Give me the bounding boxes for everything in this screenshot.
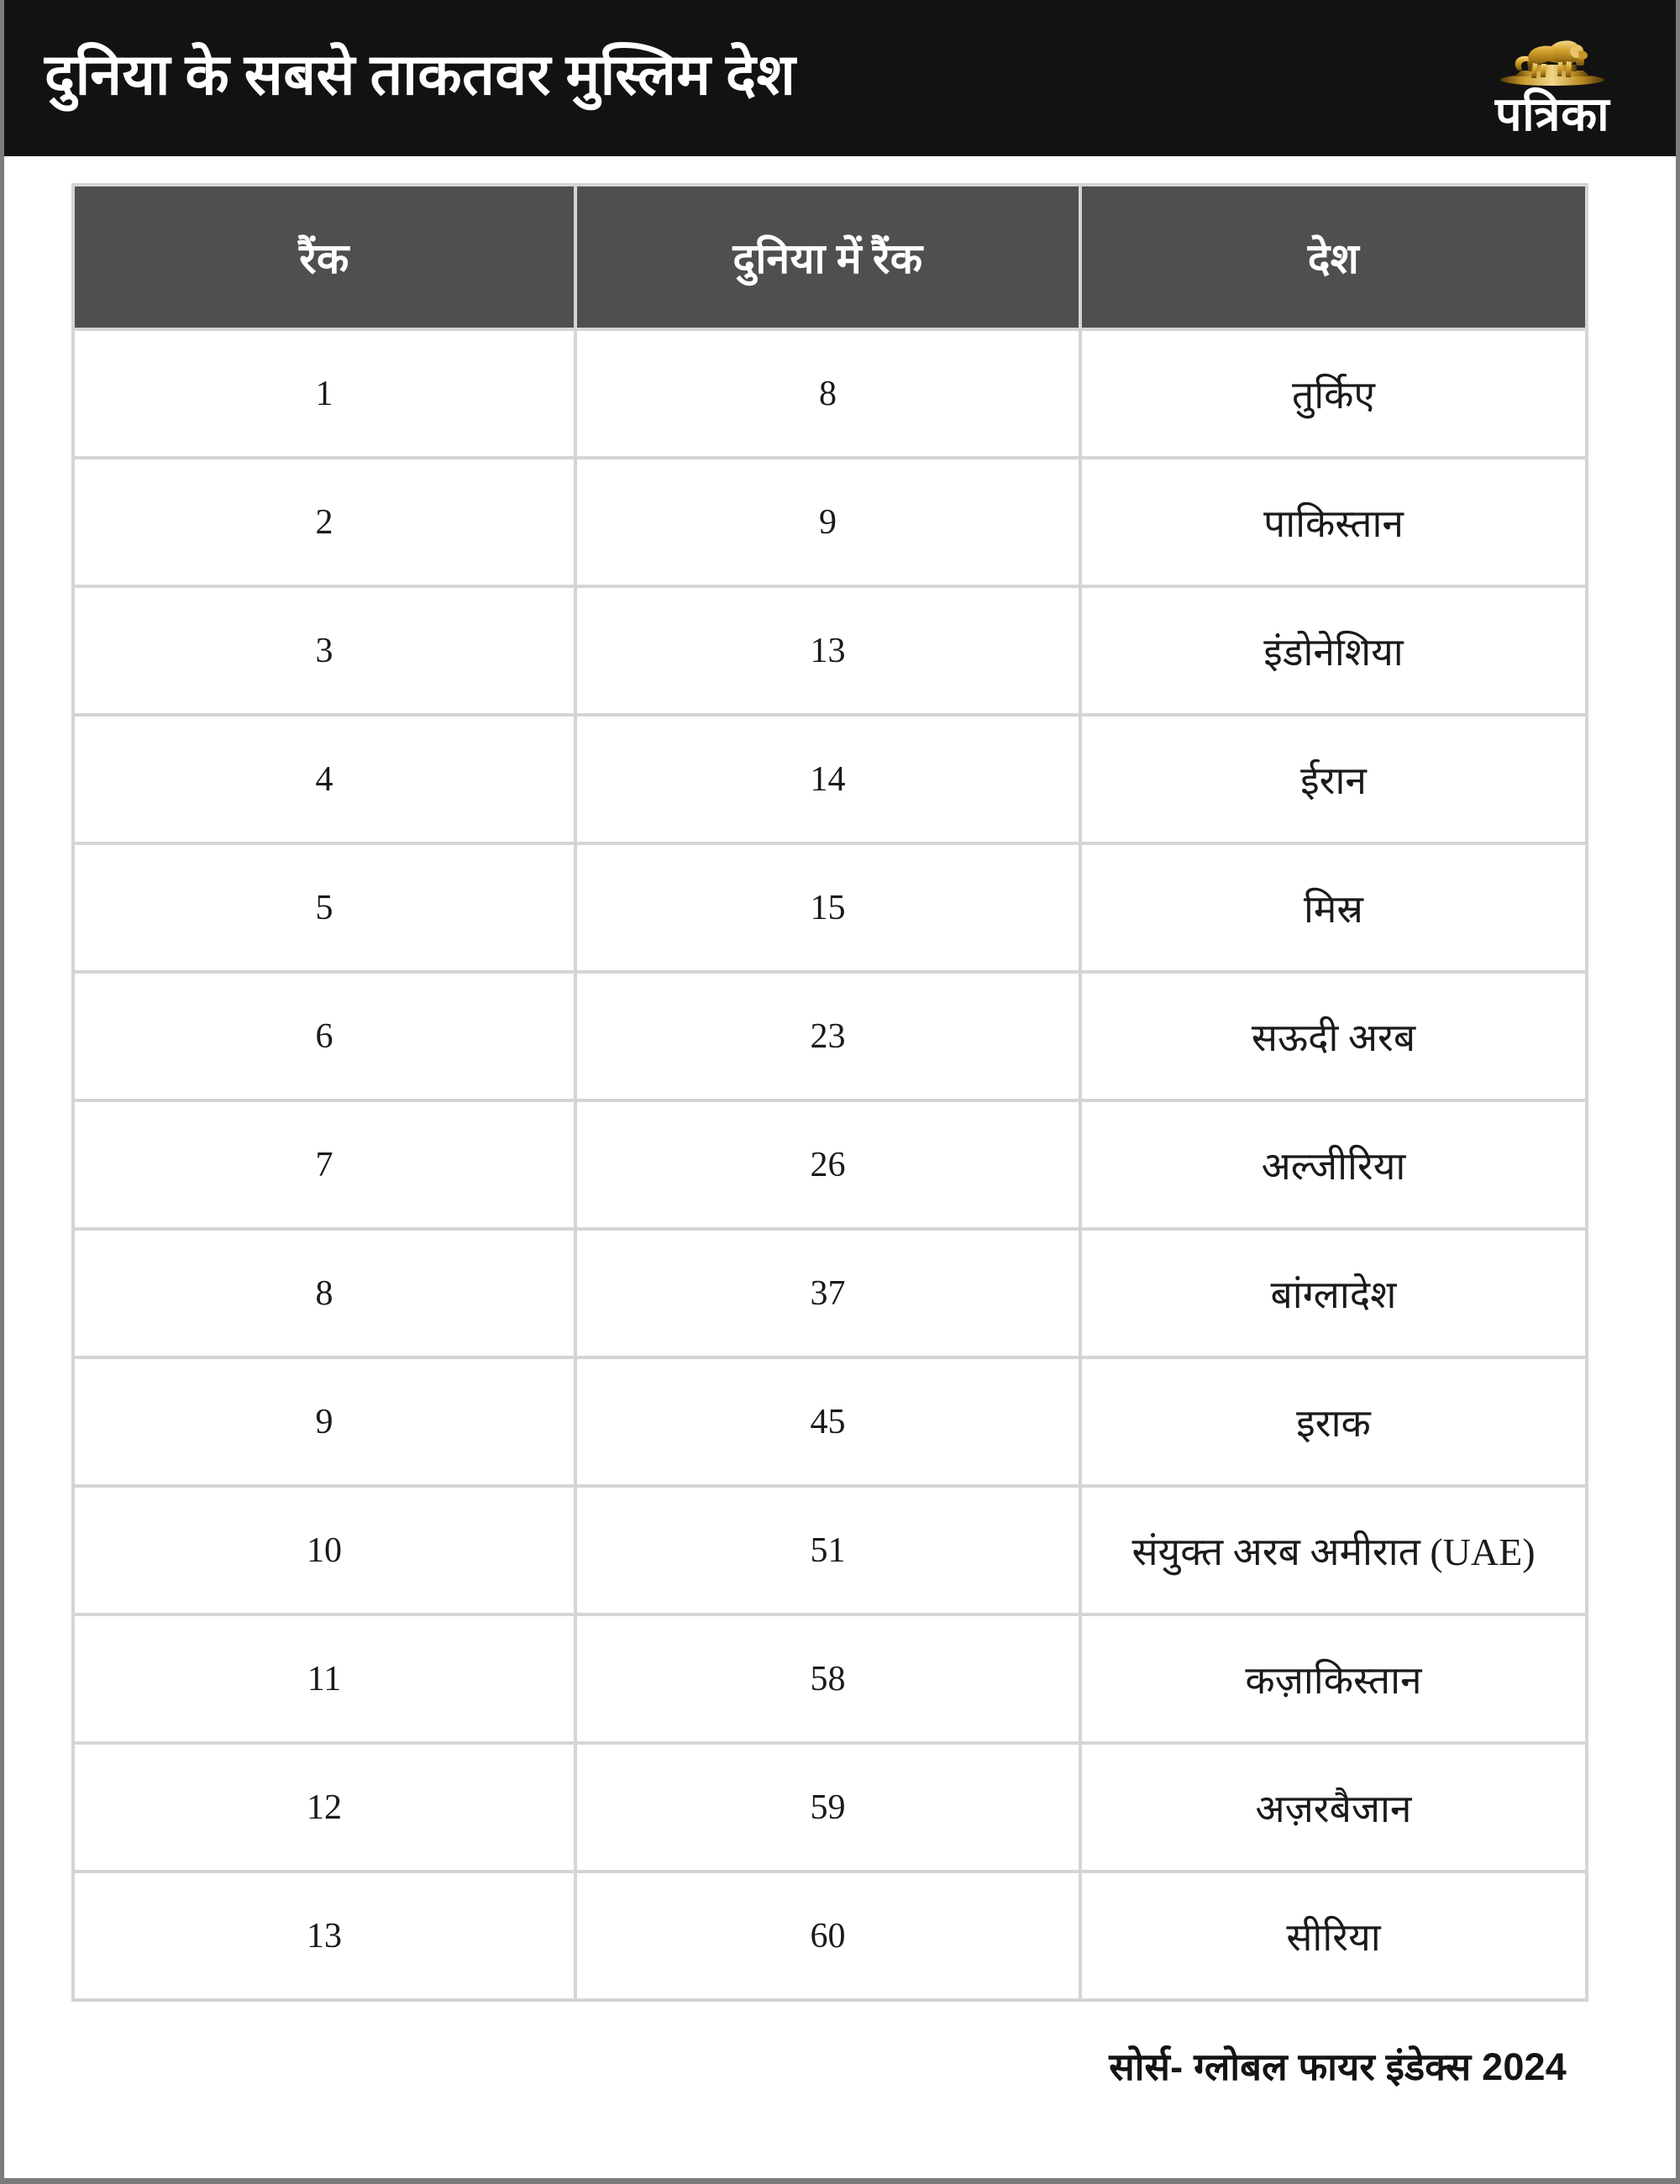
- cell-country: इंडोनेशिया: [1080, 586, 1587, 715]
- brand-logo: [1456, 18, 1661, 139]
- table-row: [73, 1486, 1587, 1614]
- table-row: [73, 458, 1587, 586]
- cell-world-rank: 58: [575, 1614, 1080, 1743]
- column-header-country: देश: [1080, 185, 1587, 329]
- source-attribution: सोर्स- ग्लोबल फायर इंडेक्स 2024: [1109, 2045, 1567, 2088]
- cell-rank: 1: [73, 329, 575, 458]
- table-container: [4, 156, 1676, 2002]
- table-row: [73, 1100, 1587, 1229]
- table-row: [73, 586, 1587, 715]
- cell-country: बांग्लादेश: [1080, 1229, 1587, 1357]
- cell-country: कज़ाकिस्तान: [1080, 1614, 1587, 1743]
- cell-rank: 2: [73, 458, 575, 586]
- cell-country: अल्जीरिया: [1080, 1100, 1587, 1229]
- cell-country: संयुक्त अरब अमीरात (UAE): [1080, 1486, 1587, 1614]
- column-header-rank: रैंक: [73, 185, 575, 329]
- cell-rank: 9: [73, 1357, 575, 1486]
- table-row: [73, 1872, 1587, 2000]
- cell-world-rank: 23: [575, 972, 1080, 1100]
- table-body: [73, 329, 1587, 2000]
- cell-rank: 8: [73, 1229, 575, 1357]
- cell-world-rank: 26: [575, 1100, 1080, 1229]
- cell-world-rank: 15: [575, 843, 1080, 972]
- lion-logo-icon: [1489, 18, 1615, 90]
- masthead-banner: [4, 0, 1676, 156]
- cell-rank: 3: [73, 586, 575, 715]
- cell-country: अज़रबैजान: [1080, 1743, 1587, 1872]
- cell-world-rank: 51: [575, 1486, 1080, 1614]
- cell-rank: 5: [73, 843, 575, 972]
- table-row: [73, 329, 1587, 458]
- cell-world-rank: 14: [575, 715, 1080, 843]
- cell-country: इराक: [1080, 1357, 1587, 1486]
- brand-wordmark: पत्रिका: [1494, 89, 1610, 141]
- cell-world-rank: 13: [575, 586, 1080, 715]
- cell-country: सऊदी अरब: [1080, 972, 1587, 1100]
- cell-world-rank: 60: [575, 1872, 1080, 2000]
- cell-world-rank: 59: [575, 1743, 1080, 1872]
- table-row: [73, 1614, 1587, 1743]
- cell-rank: 7: [73, 1100, 575, 1229]
- cell-country: पाकिस्तान: [1080, 458, 1587, 586]
- cell-rank: 11: [73, 1614, 575, 1743]
- table-row: [73, 843, 1587, 972]
- table-header: [73, 185, 1587, 329]
- cell-country: तुर्किए: [1080, 329, 1587, 458]
- table-row: [73, 972, 1587, 1100]
- cell-country: सीरिया: [1080, 1872, 1587, 2000]
- table-row: [73, 1357, 1587, 1486]
- table-row: [73, 1229, 1587, 1357]
- column-header-world-rank: दुनिया में रैंक: [575, 185, 1080, 329]
- page-title: दुनिया के सबसे ताकतवर मुस्लिम देश: [45, 43, 796, 108]
- cell-country: मिस्र: [1080, 843, 1587, 972]
- cell-rank: 6: [73, 972, 575, 1100]
- cell-world-rank: 9: [575, 458, 1080, 586]
- cell-rank: 4: [73, 715, 575, 843]
- cell-world-rank: 45: [575, 1357, 1080, 1486]
- table-row: [73, 715, 1587, 843]
- cell-rank: 10: [73, 1486, 575, 1614]
- cell-rank: 13: [73, 1872, 575, 2000]
- table-header-row: [73, 185, 1587, 329]
- cell-rank: 12: [73, 1743, 575, 1872]
- cell-world-rank: 37: [575, 1229, 1080, 1357]
- table-row: [73, 1743, 1587, 1872]
- muslim-countries-rank-table: [71, 183, 1588, 2002]
- cell-country: ईरान: [1080, 715, 1587, 843]
- cell-world-rank: 8: [575, 329, 1080, 458]
